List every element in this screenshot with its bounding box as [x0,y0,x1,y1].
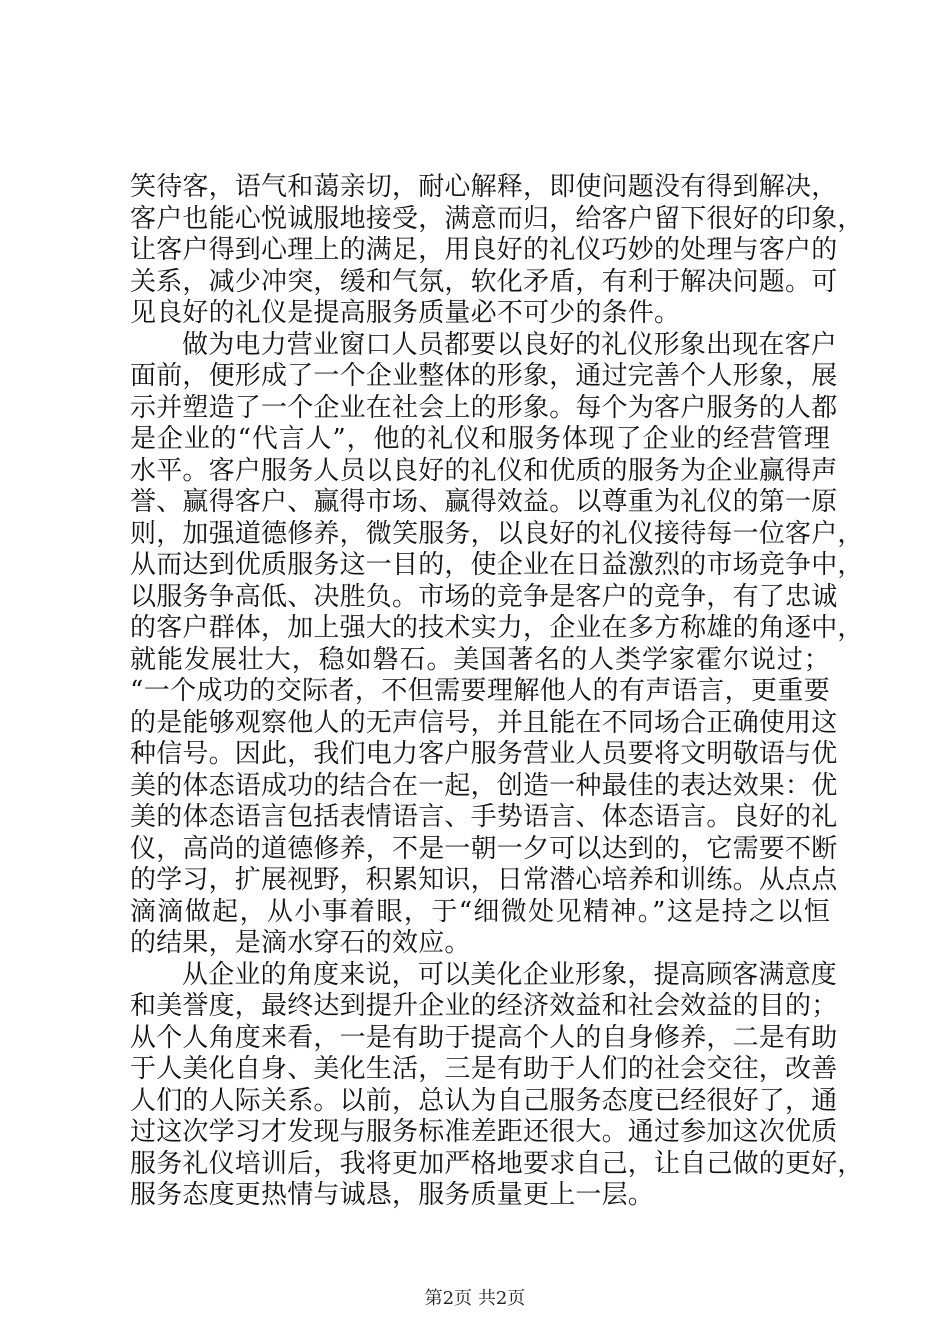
text-line: 从个人角度来看，一是有助于提高个人的自身修养，二是有助 [130,1022,838,1053]
paragraph [130,959,864,1212]
text-line: 让客户得到心理上的满足，用良好的礼仪巧妙的处理与客户的 [130,235,838,265]
text-line: 示并塑造了一个企业在社会上的形象。每个为客户服务的人都 [130,392,838,423]
text-line: 仪，高尚的道德修养，不是一朝一夕可以达到的，它需要不断 [130,833,838,864]
text-line: 见良好的礼仪是提高服务质量必不可少的条件。 [130,298,681,328]
text-line: 则，加强道德修养，微笑服务，以良好的礼仪接待每一位客户， [130,518,864,549]
text-line: 关系，减少冲突，缓和气氛，软化矛盾，有利于解决问题。可 [130,266,838,297]
text-line: 美的体态语言包括表情语言、手势语言、体态语言。良好的礼 [130,802,838,832]
text-line: 的是能够观察他人的无声信号，并且能在不同场合正确使用这 [130,707,838,738]
text-line: 和美誉度，最终达到提升企业的经济效益和社会效益的目的； [130,991,838,1021]
text-line: 以服务争高低、决胜负。市场的竞争是客户的竞争，有了忠诚 [130,581,838,612]
document-body [130,172,864,1212]
text-line: 的结果，是滴水穿石的效应。 [130,928,471,958]
text-line: 服务礼仪培训后，我将更加严格地要求自己，让自己做的更好， [130,1148,864,1179]
text-line: 滴滴做起，从小事着眼，于“细微处见精神。”这是持之以恒 [130,896,830,927]
text-line: 的客户群体，加上强大的技术实力，企业在多方称雄的角逐中， [130,613,864,643]
text-line: “一个成功的交际者，不但需要理解他人的有声语言，更重要 [130,676,830,706]
text-line: 的学习，扩展视野，积累知识，日常潜心培养和训练。从点点 [130,865,838,895]
paragraph [130,172,864,330]
text-line: 种信号。因此，我们电力客户服务营业人员要将文明敬语与优 [130,739,838,769]
text-line: 人们的人际关系。以前，总认为自己服务态度已经很好了，通 [130,1085,838,1116]
text-line: 过这次学习才发现与服务标准差距还很大。通过参加这次优质 [130,1117,838,1147]
text-line: 从企业的角度来说，可以美化企业形象，提高顾客满意度 [182,959,838,990]
text-line: 做为电力营业窗口人员都要以良好的礼仪形象出现在客户 [182,329,838,360]
text-line: 客户也能心悦诚服地接受，满意而归，给客户留下很好的印象， [130,203,864,234]
text-line: 水平。客户服务人员以良好的礼仪和优质的服务为企业赢得声 [130,455,838,486]
text-line: 美的体态语成功的结合在一起，创造一种最佳的表达效果：优 [130,770,838,801]
text-line: 是企业的“代言人”，他的礼仪和服务体现了企业的经营管理 [130,424,830,454]
paragraph [130,329,864,960]
text-line: 于人美化自身、美化生活，三是有助于人们的社会交往，改善 [130,1054,838,1084]
text-line: 笑待客，语气和蔼亲切，耐心解释，即使问题没有得到解决， [130,172,838,202]
page-footer: 第2页 共2页 [424,1288,526,1309]
text-line: 从而达到优质服务这一目的，使企业在日益激烈的市场竞争中， [130,550,864,580]
text-line: 面前，便形成了一个企业整体的形象，通过完善个人形象，展 [130,361,838,391]
text-line: 誉、赢得客户、赢得市场、赢得效益。以尊重为礼仪的第一原 [130,487,838,517]
text-line: 服务态度更热情与诚恳，服务质量更上一层。 [130,1180,655,1210]
text-line: 就能发展壮大，稳如磐石。美国著名的人类学家霍尔说过； [130,644,830,675]
